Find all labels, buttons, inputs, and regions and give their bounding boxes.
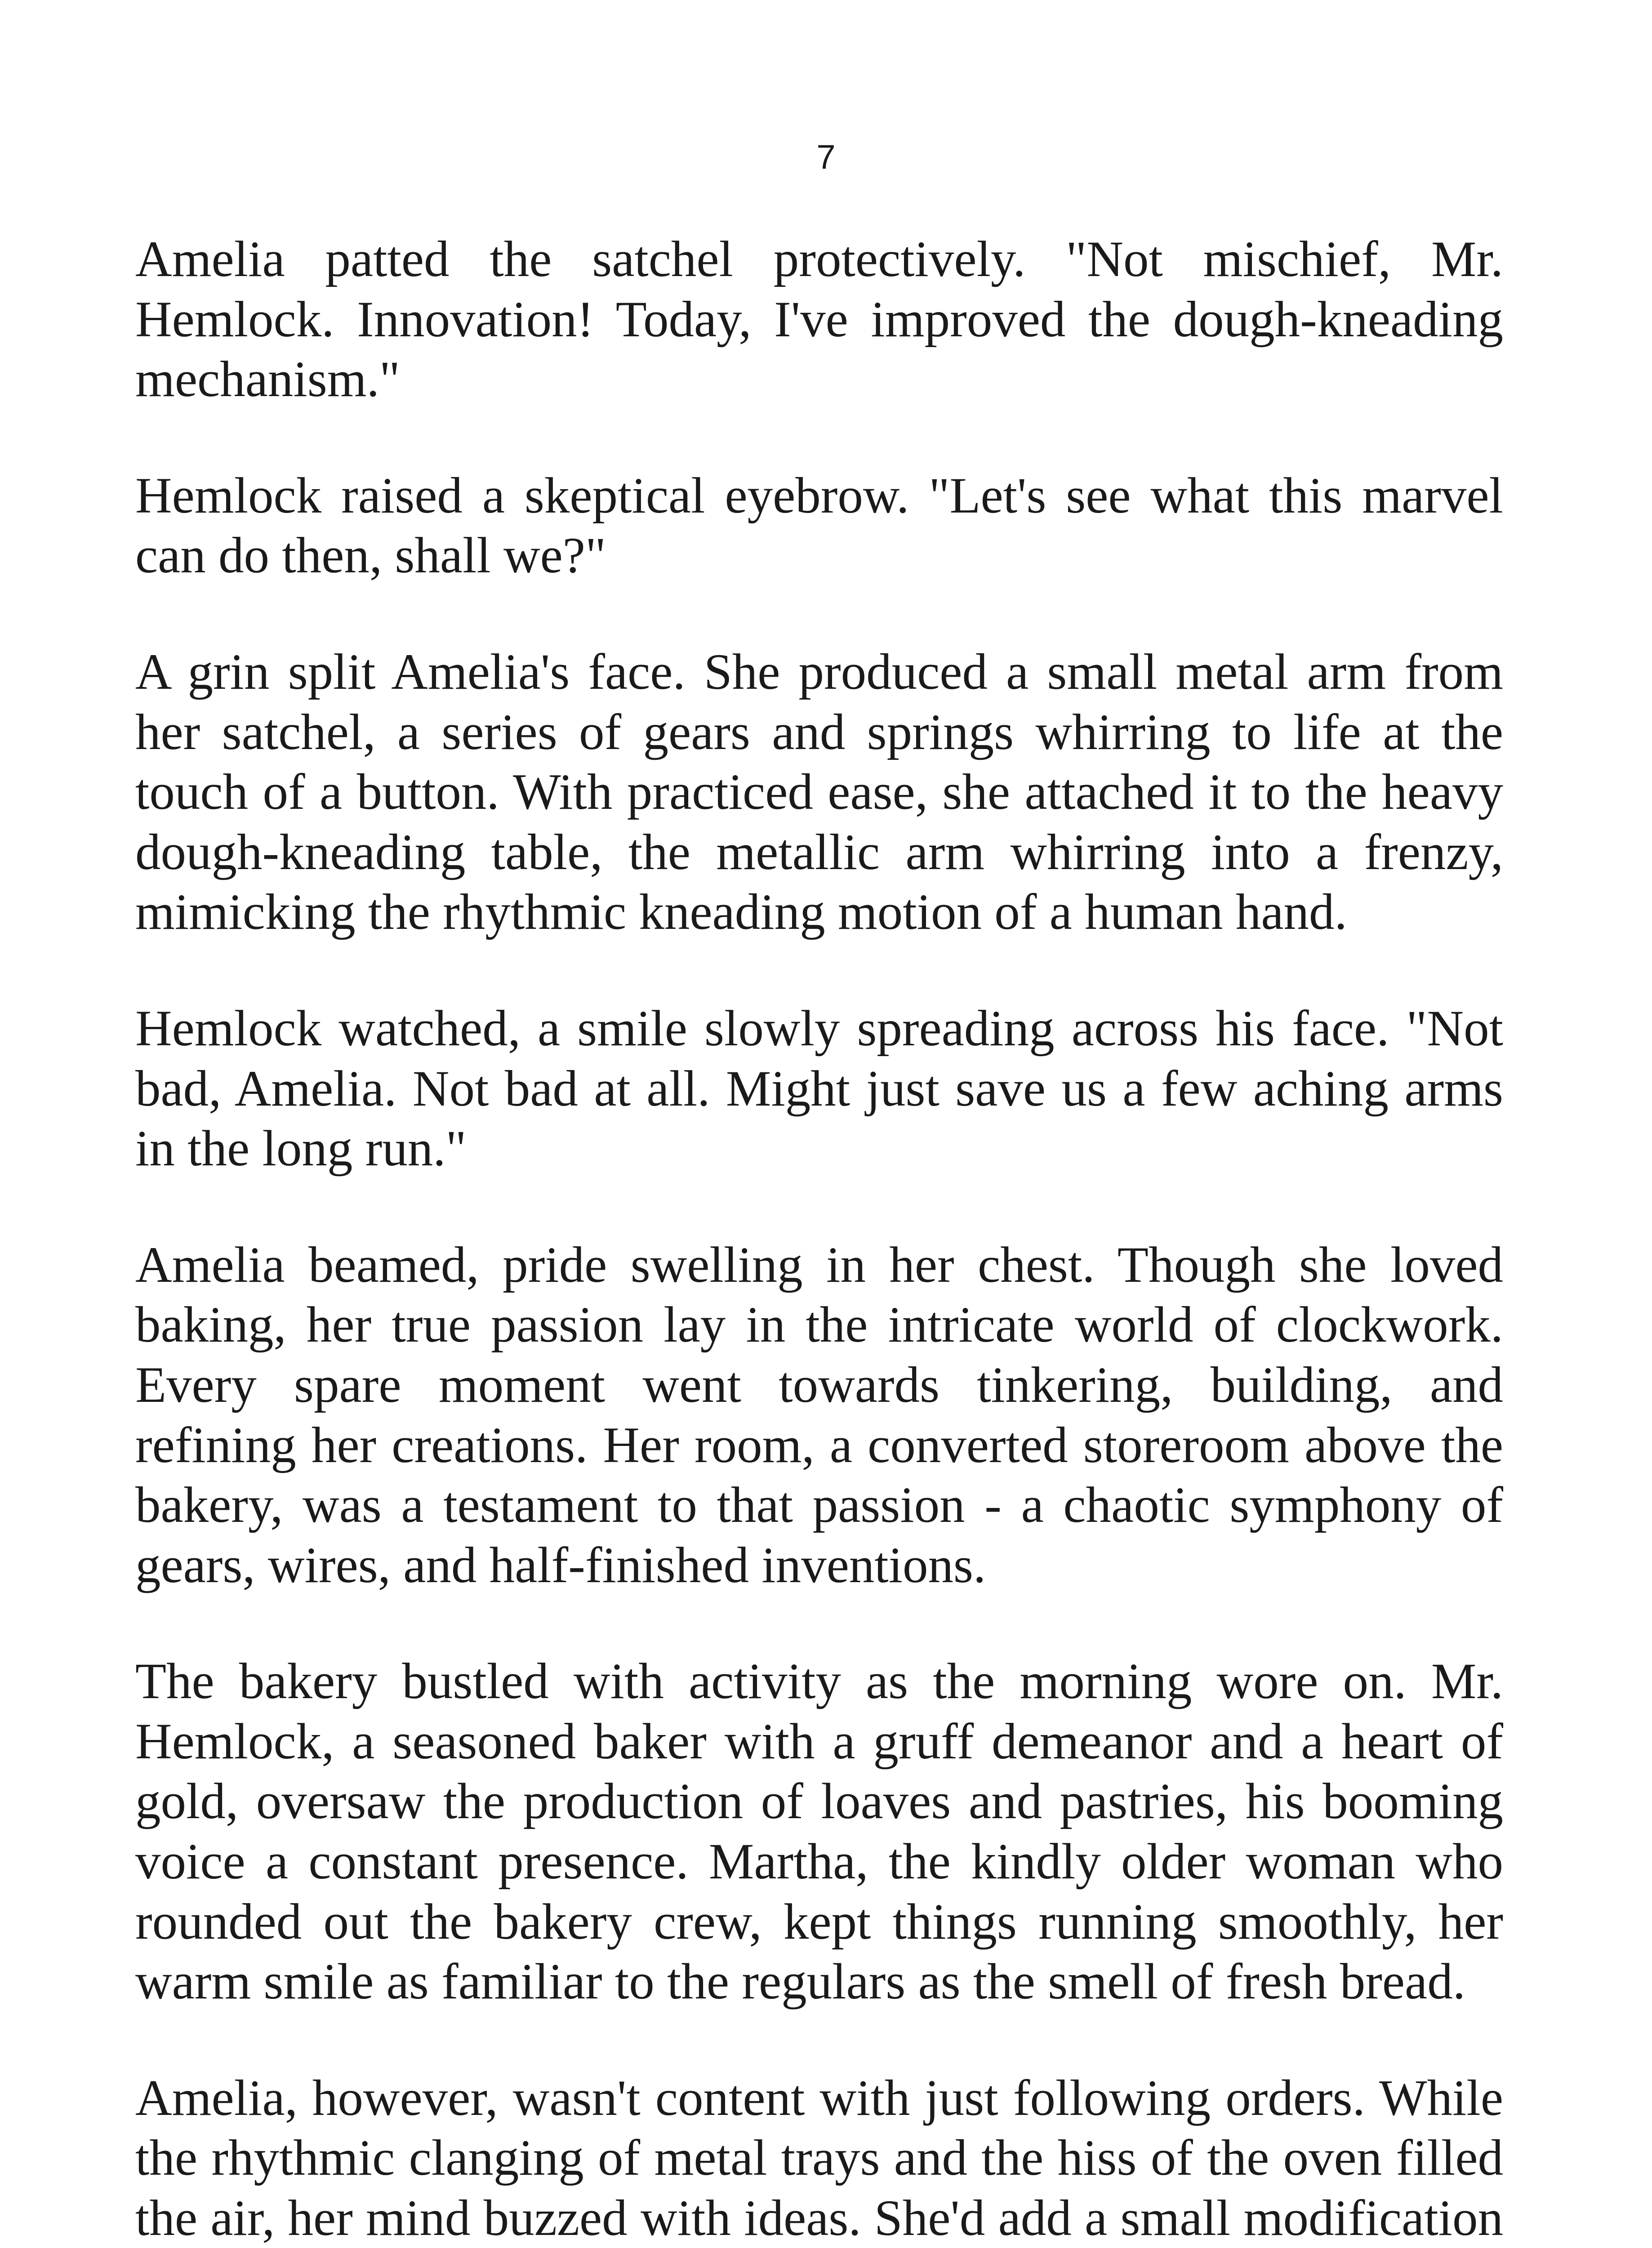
paragraph: Hemlock watched, a smile slowly spreading across his face. "Not bad, Amelia. Not bad at all. Might just save us a few aching arms in the long run." — [135, 1000, 1503, 1177]
paragraph: The bakery bustled with activity as the morning wore on. Mr. Hemlock, a seasoned baker with a gruff demeanor and a heart of gold, oversaw the production of loaves and pastries, his booming voice a constant presence. Martha, the kindly older woman who rounded out the bakery crew, kept things running smoothly, her warm smile as familiar to the regulars as the smell of fresh bread. — [135, 1653, 1503, 2010]
paragraph: A grin split Amelia's face. She produced a small metal arm from her satchel, a series of gears and springs whirring to life at the touch of a button. With practiced ease, she attached it to the heavy dough-kneading table, the metallic arm whirring into a frenzy, mimicking the rhythmic kneading motion of a human hand. — [135, 643, 1503, 941]
body-text — [135, 229, 1503, 2248]
page-number: 7 — [816, 138, 836, 176]
paragraph: Amelia beamed, pride swelling in her chest. Though she loved baking, her true passion lay in the intricate world of clockwork. Every spare moment went towards tinkering, building, and refining her creations. Her room, a converted storeroom above the bakery, was a testament to that passion - a chaotic symphony of gears, wires, and half-finished inventions. — [135, 1236, 1503, 1593]
paragraph: Amelia, however, wasn't content with just following orders. While the rhythmic clanging of metal trays and the hiss of the oven filled the air, her mind buzzed with ideas. She'd add a small modification — [135, 2070, 1503, 2247]
paragraph: Hemlock raised a skeptical eyebrow. "Let's see what this marvel can do then, shall we?" — [135, 467, 1503, 584]
paragraph: Amelia patted the satchel protectively. "Not mischief, Mr. Hemlock. Innovation! Today, I've improved the dough-kneading mechanism." — [135, 231, 1503, 408]
